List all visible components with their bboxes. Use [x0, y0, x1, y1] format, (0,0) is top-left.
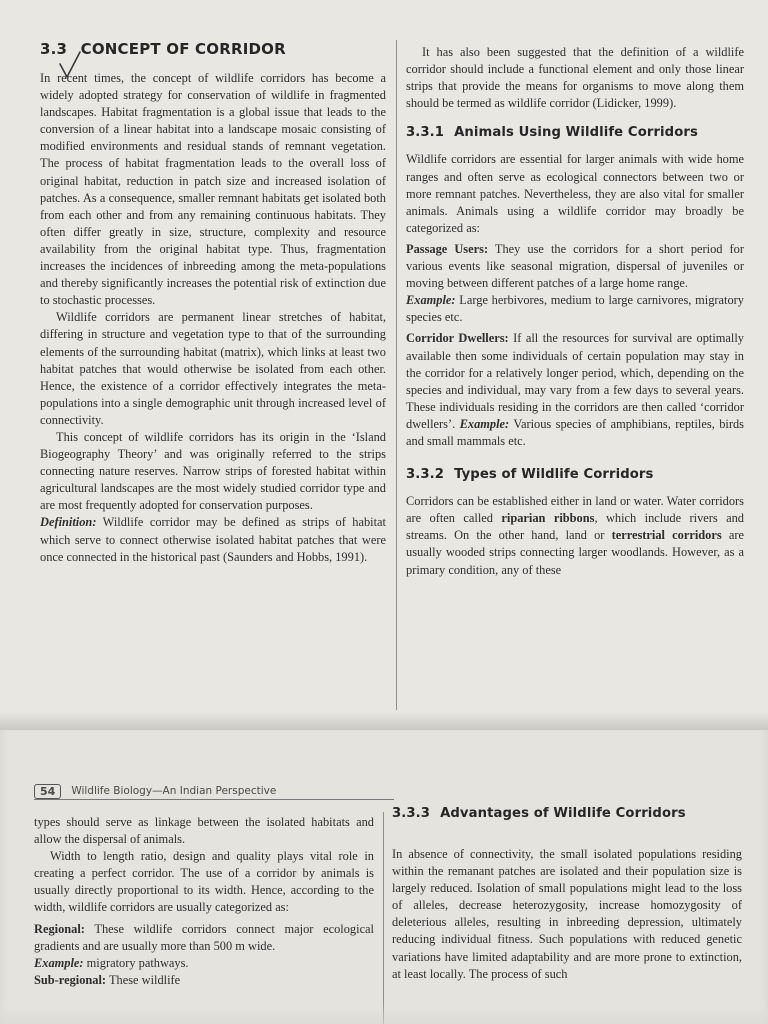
- subsection-number: 3.3.2: [406, 467, 445, 483]
- paragraph: In absence of connectivity, the small isolated populations residing within the remanant patches are isolated and their population size is largely reduced. Isolation of small populations might lead to the loss of alleles, decrease heterozygosity, increase homozygosity of deleterious alleles, resulting in inbreeding depression, ultimately reducing individual fitness. Such populations with reduced genetic variations have limited adaptability and are more prone to extinction, at least locally. The process of such: [392, 847, 742, 981]
- column-divider: [396, 40, 397, 710]
- paragraph: types should serve as linkage between the isolated habitats and allow the dispersal of animals.: [34, 815, 374, 847]
- paragraph: This concept of wildlife corridors has its origin in the ‘Island Biogeography Theory’ and was originally referred to the strips connecting nature reserves. Narrow strips of forested habitat within agricultural landscapes are the most widely studied corridor type and are most frequently adopted for conservation purposes.: [40, 429, 386, 513]
- passage-users-paragraph: [406, 241, 744, 292]
- subsection-title: Advantages of Wildlife Corridors: [440, 806, 686, 821]
- subsection-heading-332: [406, 466, 744, 483]
- example-label: Example:: [34, 955, 84, 970]
- text-run: are usually wooded strips connecting larger woodlands. However, as a primary condition, any of these: [406, 528, 744, 577]
- subregional-text: These wildlife: [108, 972, 181, 987]
- definition-text: Wildlife corridor may be defined as strips of habitat which serve to connect otherwise isolated habitat patches that were once connected in the historical past (Saunders and Hobbs, 1991).: [40, 515, 386, 564]
- section-number: 3.3: [40, 40, 68, 58]
- column-divider: [383, 812, 384, 1024]
- corridor-dwellers-paragraph: [406, 330, 744, 450]
- book-title: Wildlife Biology—An Indian Perspective: [71, 785, 277, 797]
- example-paragraph: [406, 292, 744, 326]
- subsection-heading-333: [392, 806, 686, 821]
- example-label: Example:: [406, 293, 456, 308]
- paragraph: Width to length ratio, design and quality plays vital role in creating a perfect corridor. The use of a corridor by animals is usually directly proportional to its width. Hence, according to the width, wildlife corridors are usually categorized as:: [34, 849, 374, 915]
- definition-label: Definition:: [40, 515, 97, 530]
- running-head: [34, 782, 394, 800]
- paragraph: It has also been suggested that the definition of a wildlife corridor should include a functional element and only those linear strips that provide the means for organisms to move along them should be termed as wildlife corridor (Lidicker, 1999).: [406, 45, 744, 111]
- paragraph: Wildlife corridors are essential for larger animals with wide home ranges and often serve as ecological connectors between two or more remnant patches. Nevertheless, they are also vital for smaller animals. Animals using a wildlife corridor may broadly be categorized as:: [406, 152, 744, 235]
- bottom-fade: [0, 1000, 768, 1024]
- corridor-dwellers-text: If all the resources for survival are optimally available then some individuals of certain population may stay in the corridor for a relatively longer period, which, depending on the species and individual, may vary from a few days to several years. These individuals residing in the corridors are then called ‘corridor dwellers’.: [406, 331, 744, 431]
- term-passage-users: Passage Users:: [406, 241, 489, 256]
- paragraph: [406, 493, 744, 578]
- definition-paragraph: [40, 514, 386, 565]
- page-number: 54: [34, 784, 61, 799]
- term-terrestrial-corridors: terrestrial corridors: [611, 528, 722, 543]
- subregional-paragraph: [34, 972, 374, 989]
- paragraph: In recent times, the concept of wildlife corridors has become a widely adopted strategy for conservation of wildlife in fragmented landscapes. Habitat fragmentation is a global issue that leads to the conversion of a linear habitat into a landscape mosaic consisting of modified environments and residual stands of remnant vegetation. The process of habitat fragmentation leads to the overall loss of original habitat, reduction in patch size and increased isolation of patches. As a consequence, smaller remnant habitats get isolated both from each other and from any remaining continuous habitats. They often differ greatly in size, structure, complexity and resource availability from the original habitat type. Thus, fragmentation increases the incidences of inbreeding among the meta-populations and thereby significantly increases the potential risk of extinction due to stochastic processes.: [40, 71, 386, 308]
- term-riparian-ribbons: riparian ribbons: [501, 511, 595, 526]
- section-title: CONCEPT OF CORRIDOR: [80, 40, 286, 58]
- example-text: Various species of amphibians, reptiles, birds and small mammals etc.: [406, 416, 744, 448]
- lower-left-column: [34, 814, 374, 989]
- example-text: Large herbivores, medium to large carnivores, migratory species etc.: [406, 293, 744, 325]
- paragraph: Wildlife corridors are permanent linear stretches of habitat, differing in structure and vegetation type to that of the surrounding elements of the surrounding habitat (matrix), which links at least two habitat patches that would otherwise be isolated from each other. Hence, the existence of a corridor effectively integrates the meta-populations into a single demographic unit through increased level of connectivity.: [40, 310, 386, 427]
- term-subregional: Sub-regional:: [34, 972, 107, 987]
- running-head-rule: [34, 799, 394, 800]
- regional-text: These wildlife corridors connect major ecological gradients and are usually more than 500 m wide.: [34, 921, 375, 953]
- subsection-title: Animals Using Wildlife Corridors: [454, 125, 698, 141]
- text-run: Corridors can be established either in land or water. Water corridors are often called: [406, 494, 744, 526]
- subsection-title: Types of Wildlife Corridors: [454, 467, 654, 483]
- example-text: migratory pathways.: [86, 955, 189, 970]
- left-column: [40, 70, 386, 566]
- regional-paragraph: [34, 921, 374, 955]
- lower-right-column: [392, 846, 742, 983]
- subsection-number: 3.3.1: [406, 125, 445, 141]
- subsection-heading-331: [406, 124, 744, 141]
- right-column: [406, 44, 744, 579]
- subsection-number: 3.3.3: [392, 806, 431, 821]
- term-regional: Regional:: [34, 921, 85, 936]
- example-paragraph: [34, 955, 374, 972]
- text-run: , which include rivers and streams. On the other hand, land or: [406, 511, 745, 543]
- term-corridor-dwellers: Corridor Dwellers:: [406, 331, 509, 346]
- example-label: Example:: [459, 416, 510, 431]
- passage-users-text: They use the corridors for a short period for various events like seasonal migration, dispersal of juveniles or moving between different patches of a large home range.: [406, 241, 744, 291]
